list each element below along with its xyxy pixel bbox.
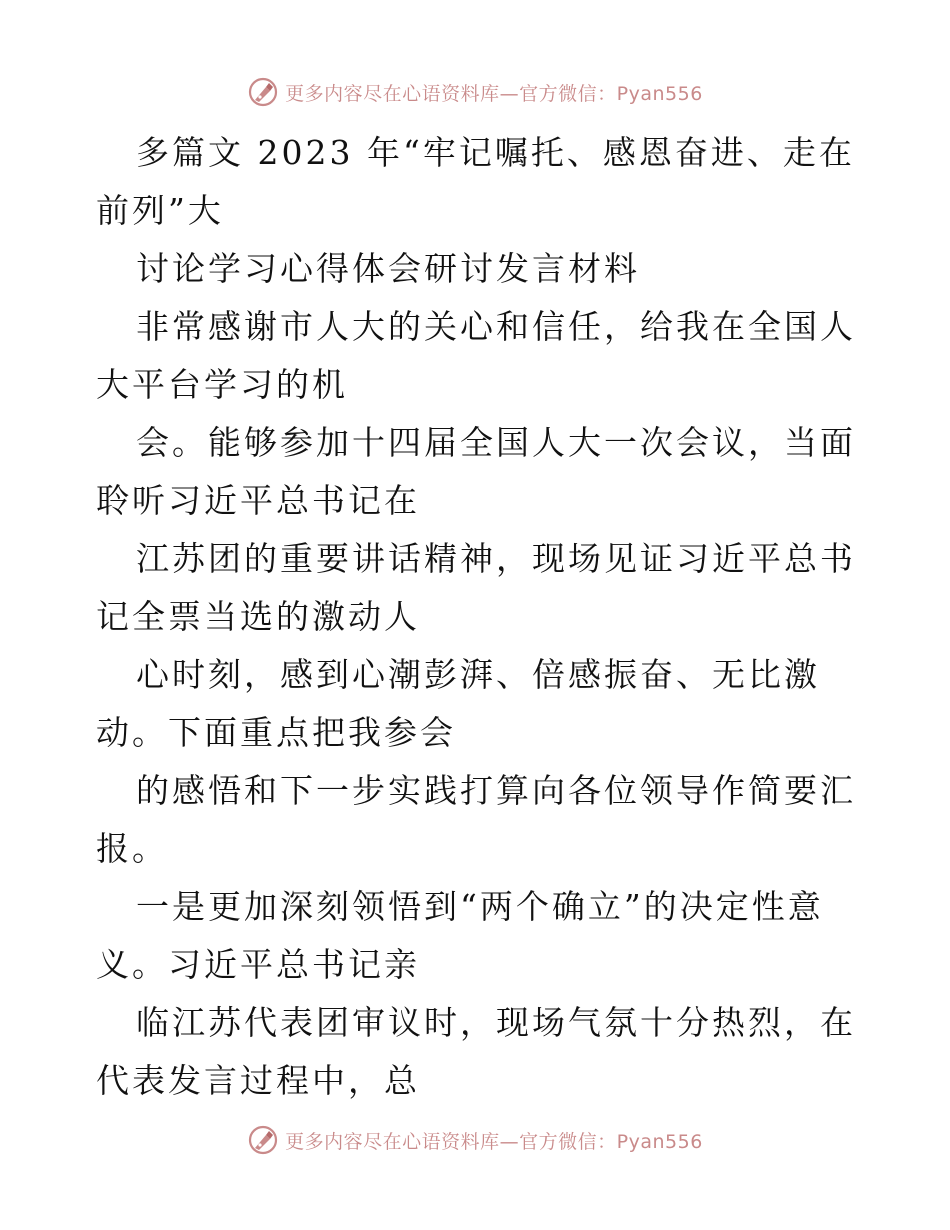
paragraph: 心时刻，感到心潮彭湃、倍感振奋、无比激动。下面重点把我参会 [96,655,820,752]
paragraph: 临江苏代表团审议时，现场气氛十分热烈，在代表发言过程中，总 [96,1003,856,1100]
pen-nib-logo-icon [247,1124,279,1156]
paragraph-title-line-1: 多篇文 2023 年“牢记嘱托、感恩奋进、走在前列”大 [96,133,855,230]
paragraph-title-line-2: 讨论学习心得体会研讨发言材料 [136,249,640,288]
paragraph: 会。能够参加十四届全国人大一次会议，当面聆听习近平总书记在 [96,423,856,520]
document-body [96,124,856,1110]
header-banner-text: 更多内容尽在心语资料库—官方微信：Pyan556 [285,82,703,105]
footer-banner [0,1120,950,1160]
pen-nib-logo-icon [247,76,279,108]
paragraph: 江苏团的重要讲话精神，现场见证习近平总书记全票当选的激动人 [96,539,856,636]
paragraph: 非常感谢市人大的关心和信任，给我在全国人大平台学习的机 [96,307,856,404]
header-banner [0,72,950,112]
paragraph: 的感悟和下一步实践打算向各位领导作简要汇报。 [96,771,856,868]
paragraph: 一是更加深刻领悟到“两个确立”的决定性意义。习近平总书记亲 [96,887,824,984]
header-banner-content[interactable] [247,76,703,108]
footer-banner-content[interactable] [247,1124,703,1156]
footer-banner-text: 更多内容尽在心语资料库—官方微信：Pyan556 [285,1130,703,1153]
